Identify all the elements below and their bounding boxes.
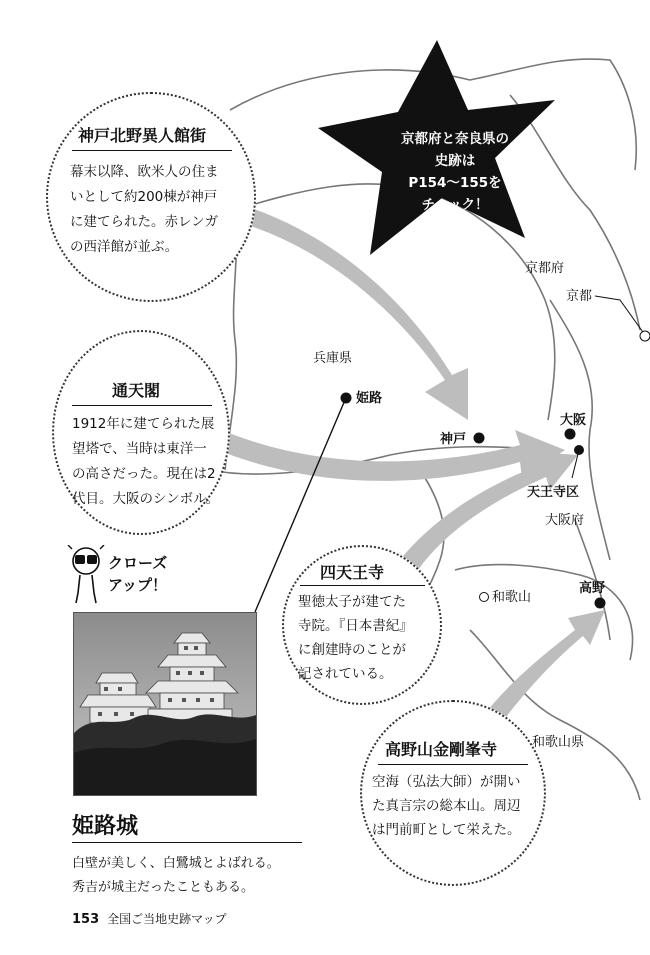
tsutenkaku-rule xyxy=(72,405,212,406)
himeji-castle-description: 白壁が美しく、白鷺城とよばれる。 秀吉が城主だったこともある。 xyxy=(72,856,280,895)
himeji-castle-title: 姫路城 xyxy=(72,814,139,839)
shitennoji-rule xyxy=(300,585,425,586)
closeup-heading: クローズ アップ！ xyxy=(108,554,168,594)
kongobuji-title: 高野山金剛峯寺 xyxy=(385,740,498,759)
label-kyoto: 京都 xyxy=(566,289,593,304)
tsutenkaku-body: 1912年に建てられた展 望塔で、当時は東洋一 の高さだった。現在は2 代目。大阪のシンボル。 xyxy=(72,416,220,507)
kongobuji-rule xyxy=(378,764,528,765)
star-callout-text: 京都府と奈良県の 史跡は P154〜155を チェック！ xyxy=(401,131,509,213)
label-osaka: 大阪 xyxy=(560,413,587,428)
tsutenkaku-title: 通天閣 xyxy=(112,381,161,400)
label-koya: 高野 xyxy=(579,581,606,596)
label-wakayama: 和歌山 xyxy=(492,590,532,605)
himeji-dot xyxy=(341,393,352,404)
kitano-rule xyxy=(72,150,232,151)
himeji-castle-photo xyxy=(73,612,257,796)
label-tennoji-ward: 天王寺区 xyxy=(527,485,580,500)
shitennoji-title: 四天王寺 xyxy=(320,563,385,582)
arrow-kitano-to-kobe xyxy=(225,200,468,420)
mascot-binoculars-icon xyxy=(66,545,106,607)
label-kobe: 神戸 xyxy=(440,432,467,447)
label-wakayama-pref: 和歌山県 xyxy=(532,735,585,750)
label-himeji: 姫路 xyxy=(356,391,383,406)
arrow-kongobuji-to-koya xyxy=(480,610,605,728)
osaka-dot xyxy=(565,429,576,440)
page-number: 153 xyxy=(72,912,100,927)
koya-dot xyxy=(595,598,606,609)
kitano-title: 神戸北野異人館街 xyxy=(78,126,207,145)
shitennoji-body: 聖徳太子が建てた 寺院。『日本書紀』 に創建時のことが 記されている。 xyxy=(298,594,413,682)
tennoji-dot xyxy=(574,445,584,455)
page-footer xyxy=(72,910,227,927)
kongobuji-body: 空海（弘法大師）が開い た真言宗の総本山。周辺 は門前町として栄えた。 xyxy=(372,774,521,838)
label-kyoto-pref: 京都府 xyxy=(525,261,565,276)
arrow-tsutenkaku-to-osaka xyxy=(195,420,565,481)
kobe-dot xyxy=(474,433,485,444)
book-title: 全国ご当地史跡マップ xyxy=(107,912,227,926)
kitano-body: 幕末以降、欧米人の住ま いとして約200棟が神戸 に建てられた。赤レンガ の西洋館が並ぶ。 xyxy=(70,164,219,255)
label-hyogo-pref: 兵庫県 xyxy=(313,351,353,366)
label-osaka-pref: 大阪府 xyxy=(545,513,585,528)
himeji-castle-rule xyxy=(72,842,302,843)
wakayama-dot xyxy=(480,593,489,602)
wakayama-outline xyxy=(455,565,633,660)
